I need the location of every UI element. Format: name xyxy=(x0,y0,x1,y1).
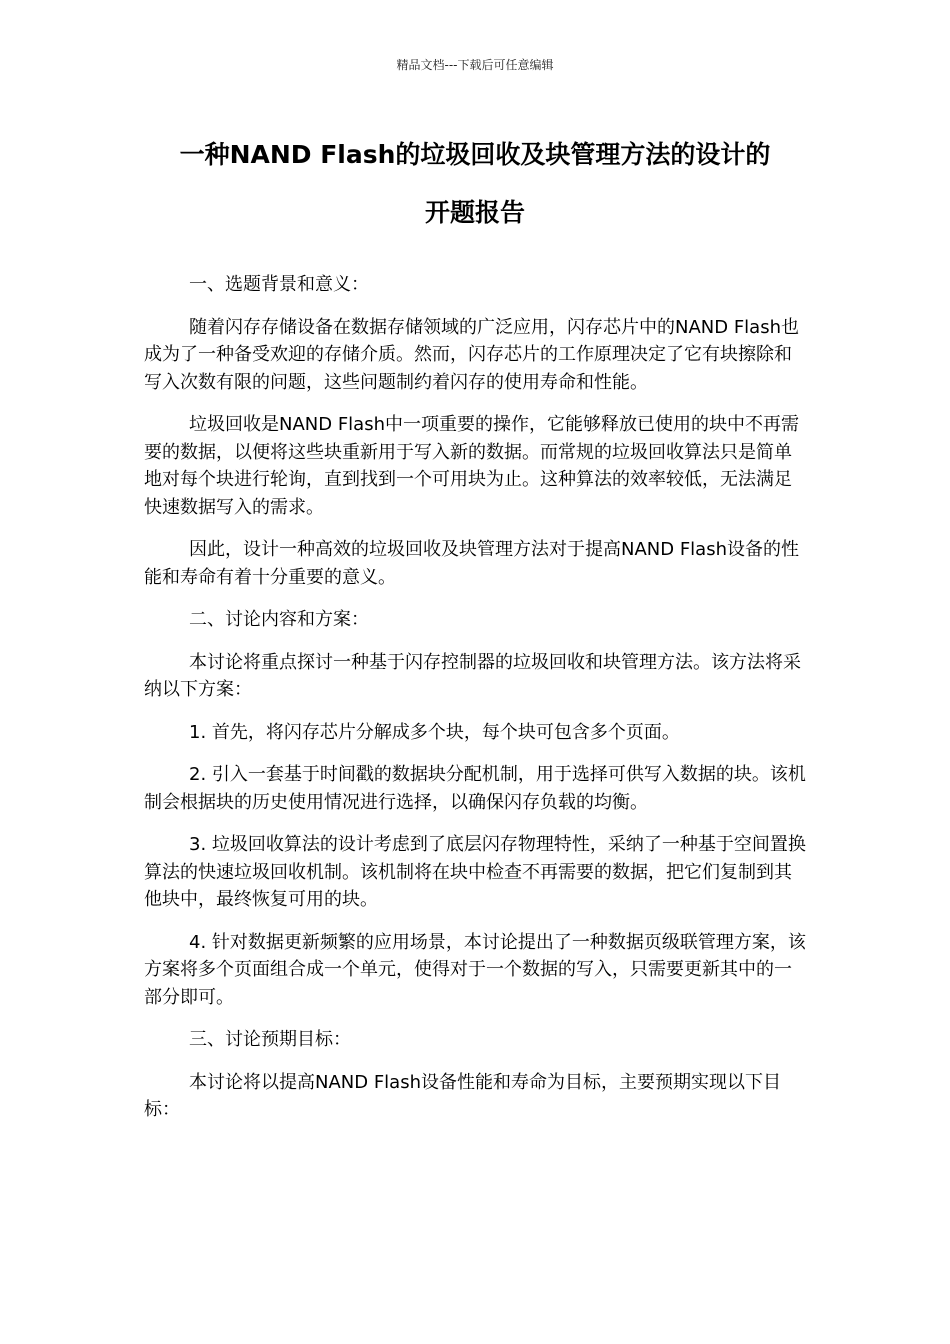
paragraph-background-1: 随着闪存存储设备在数据存储领域的广泛应用，闪存芯片中的NAND Flash也成为了一种备受欢迎的存储介质。然而，闪存芯片的工作原理决定了它有块擦除和写入次数有限的问题，这些问题制约着闪存的使用寿命和性能。 xyxy=(144,316,799,393)
paragraph-background-2: 垃圾回收是NAND Flash中一项重要的操作，它能够释放已使用的块中不再需要的数据，以便将这些块重新用于写入新的数据。而常规的垃圾回收算法只是简单地对每个块进行轮询，直到找到一个可用块为止。这种算法的效率较低，无法满足快速数据写入的需求。 xyxy=(144,414,799,518)
paragraph-background-3: 因此，设计一种高效的垃圾回收及块管理方法对于提高NAND Flash设备的性能和寿命有着十分重要的意义。 xyxy=(144,539,799,588)
list-item-3: 3. 垃圾回收算法的设计考虑到了底层闪存物理特性，采纳了一种基于空间置换算法的快速垃圾回收机制。该机制将在块中检查不再需要的数据，把它们复制到其他块中，最终恢复可用的块。 xyxy=(144,834,806,910)
paragraph-content-intro: 本讨论将重点探讨一种基于闪存控制器的垃圾回收和块管理方法。该方法将采纳以下方案： xyxy=(144,651,801,700)
document-title-line-2: 开题报告 xyxy=(424,198,525,227)
list-item-1: 1. 首先，将闪存芯片分解成多个块，每个块可包含多个页面。 xyxy=(189,721,680,743)
list-item-4: 4. 针对数据更新频繁的应用场景，本讨论提出了一种数据页级联管理方案，该方案将多个页面组合成一个单元，使得对于一个数据的写入，只需要更新其中的一部分即可。 xyxy=(144,931,806,1008)
header-note: 精品文档---下载后可任意编辑 xyxy=(396,58,554,72)
document-body xyxy=(144,271,806,1139)
list-item-2: 2. 引入一套基于时间戳的数据块分配机制，用于选择可供写入数据的块。该机制会根据块的历史使用情况进行选择，以确保闪存负载的均衡。 xyxy=(144,764,806,813)
document-title-line-1: 一种NAND Flash的垃圾回收及块管理方法的设计的 xyxy=(179,140,771,169)
section-heading-goals: 三、讨论预期目标： xyxy=(189,1029,351,1050)
section-heading-content: 二、讨论内容和方案： xyxy=(189,609,369,630)
paragraph-goals-intro: 本讨论将以提高NAND Flash设备性能和寿命为目标，主要预期实现以下目标： xyxy=(144,1071,781,1120)
section-heading-background: 一、选题背景和意义： xyxy=(189,274,369,295)
